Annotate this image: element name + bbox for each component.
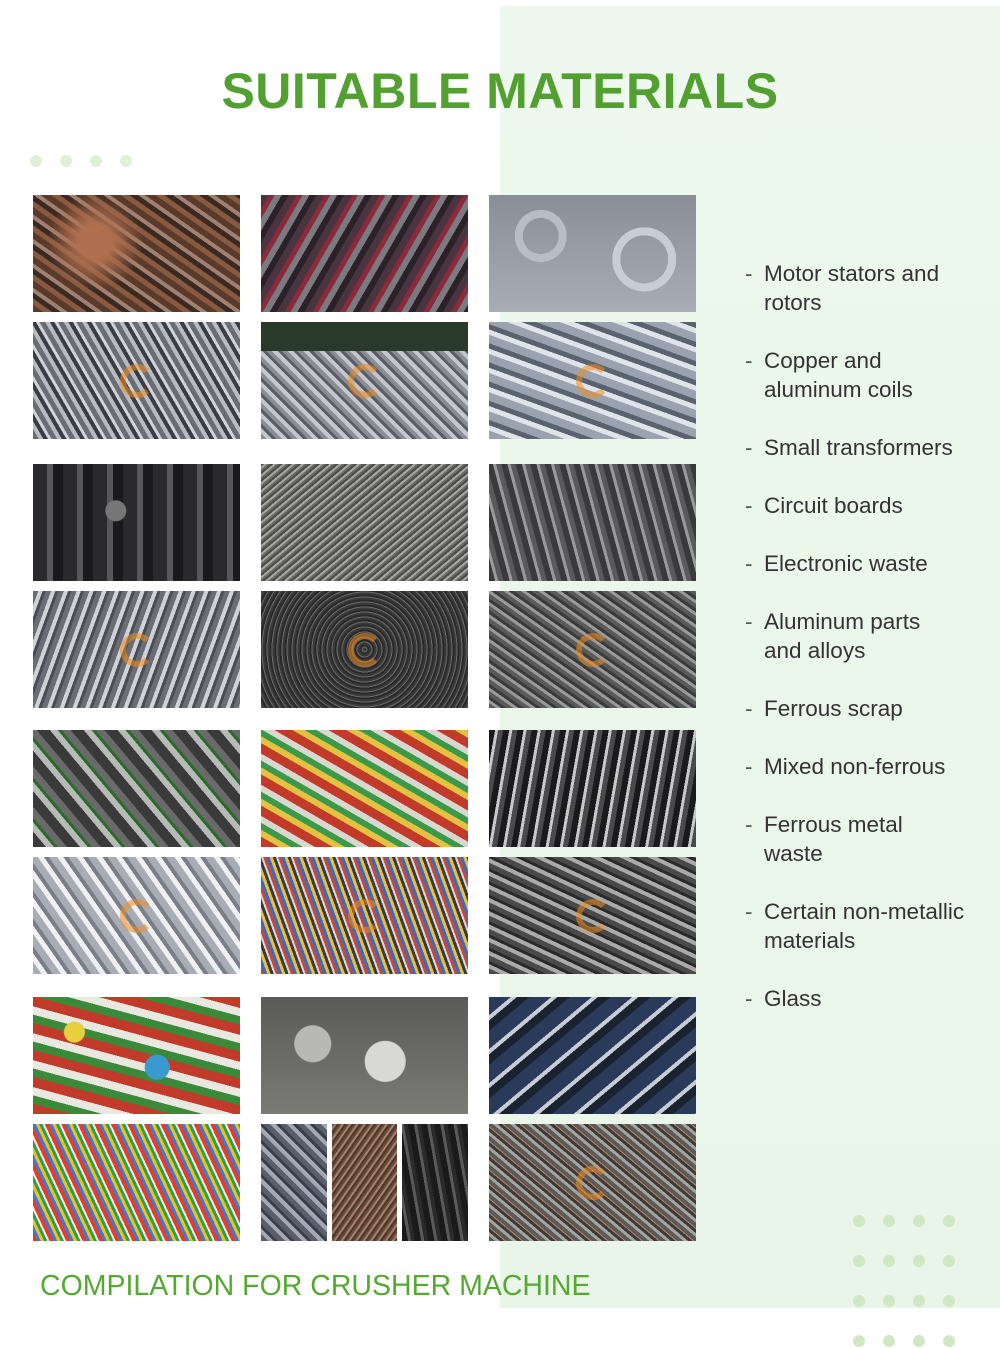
photo-paint-tins [33,997,240,1114]
photo-circuit-boards [489,997,696,1114]
list-item: - Small transformers [745,435,953,460]
list-item: - Circuit boards [745,493,903,518]
list-item: - Ferrous scrap [745,696,903,721]
photo-crushed-cans [261,730,468,847]
list-item: - Motor stators and rotors [745,261,940,315]
page-title: SUITABLE MATERIALS [221,63,779,119]
footer-caption: COMPILATION FOR CRUSHER MACHINE [40,1270,591,1302]
photo-motor-fans [261,997,468,1114]
list-item: - Aluminum parts and alloys [745,609,921,663]
photo-mixed-gray-shreds [489,1124,696,1241]
list-item: - Mixed non-ferrous [745,754,946,779]
photo-motor-scrap [33,195,240,312]
photo-triple-samples [261,1124,468,1241]
photo-gray-flakes [489,857,696,974]
photo-aluminum-chunks [489,322,696,439]
photo-metal-flakes [489,591,696,708]
list-item: - Ferrous metal waste [745,812,903,866]
decorative-dots-top [30,155,132,167]
photo-colored-shreds [261,857,468,974]
list-item: - Electronic waste [745,551,928,576]
photo-engine-block [33,464,240,581]
list-item: - Glass [745,986,822,1011]
list-item: - Certain non-metallic materials [745,899,965,953]
photo-silver-shreds [33,591,240,708]
photo-aluminum-profiles [33,730,240,847]
photo-dark-shreds [489,464,696,581]
photo-metal-bars [489,730,696,847]
photo-granules [261,591,468,708]
photo-plastic-shreds [33,1124,240,1241]
photo-shredded-metal-hand [33,322,240,439]
photo-wire-scrap [261,464,468,581]
photo-aluminum-wheels [489,195,696,312]
list-item: - Copper and aluminum coils [745,348,913,402]
photo-mixed-scrap [261,195,468,312]
photo-aluminum-shreds [33,857,240,974]
photo-metal-pile [261,322,468,439]
decorative-dots-bottom [853,1215,955,1347]
